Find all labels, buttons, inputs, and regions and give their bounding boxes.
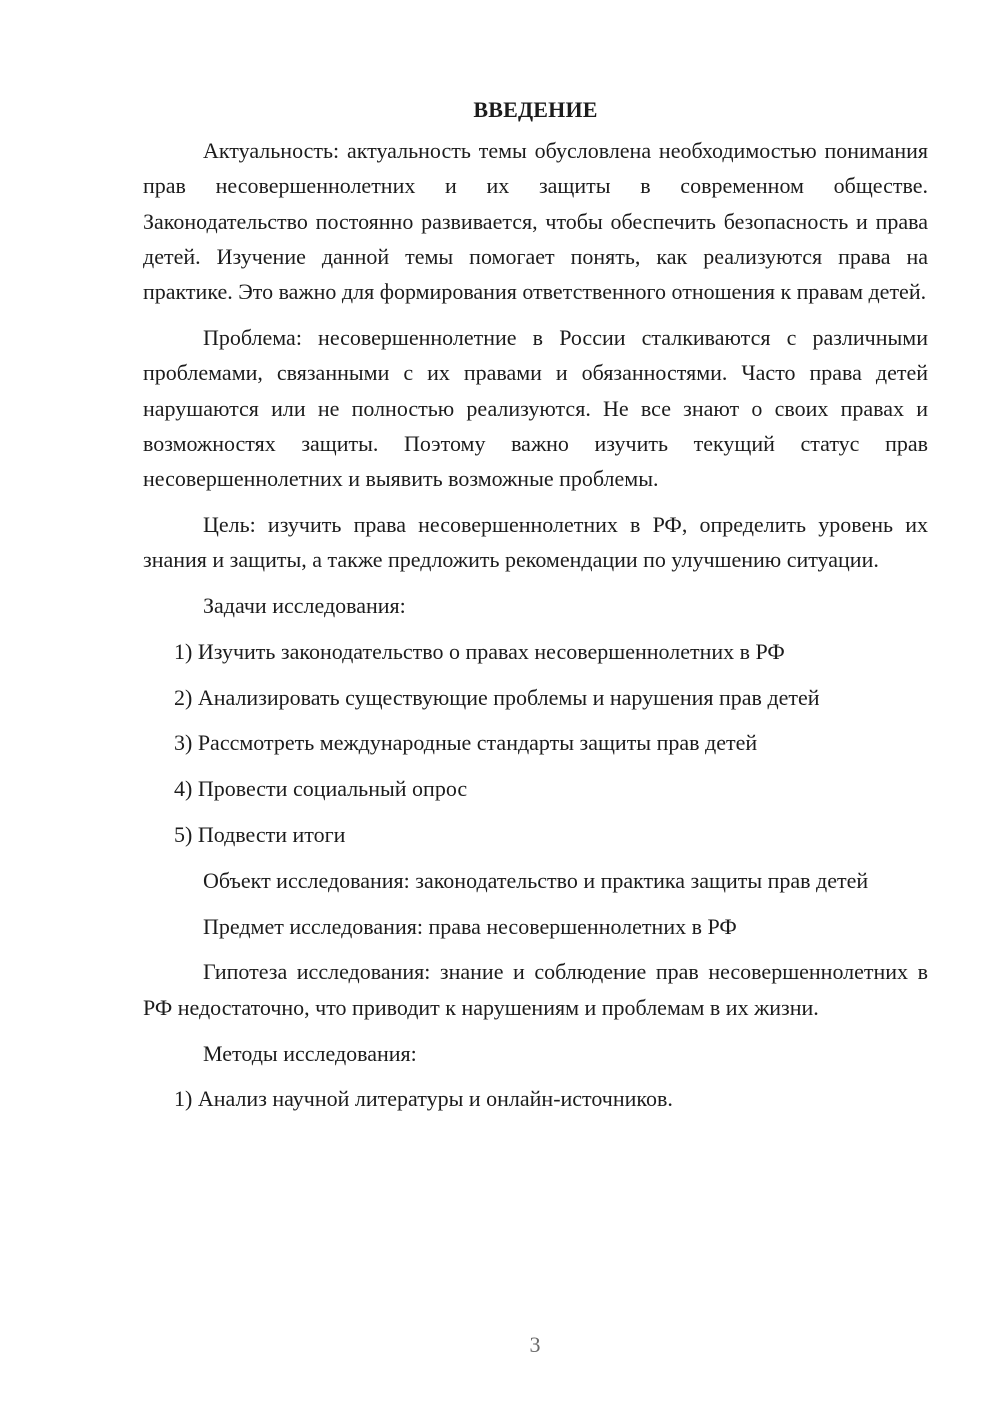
relevance-paragraph: Актуальность: актуальность темы обусловлена необходимостью понимания прав несовершеннолетних и их защиты в современном обществе. Законодательство постоянно развивается, чтобы обеспечить безопасность и права детей. Изучение данной темы помогает понять, как реализуются права на практике. Это важно для формирования ответственного отношения к правам детей. [143, 138, 928, 305]
list-item: 5) Подвести итоги [174, 822, 346, 848]
goal-paragraph: Цель: изучить права несовершеннолетних в РФ, определить уровень их знания и защиты, а также предложить рекомендации по улучшению ситуации. [143, 511, 928, 573]
methods-list [143, 1081, 928, 1116]
tasks-list [143, 634, 928, 852]
subject-paragraph: Предмет исследования: права несовершеннолетних в РФ [203, 913, 737, 939]
list-item: 2) Анализировать существующие проблемы и нарушения прав детей [174, 684, 820, 710]
tasks-heading: Задачи исследования: [203, 593, 406, 619]
object-paragraph: Объект исследования: законодательство и практика защиты прав детей [203, 867, 869, 893]
page-number: 3 [529, 1332, 541, 1357]
list-item: 4) Провести социальный опрос [174, 776, 468, 802]
methods-heading: Методы исследования: [203, 1040, 417, 1066]
page-title: ВВЕДЕНИЕ [473, 97, 598, 122]
hypothesis-paragraph: Гипотеза исследования: знание и соблюдение прав несовершеннолетних в РФ недостаточно, что приводит к нарушениям и проблемам в их жизни. [143, 959, 928, 1020]
list-item: 3) Рассмотреть международные стандарты защиты прав детей [174, 730, 758, 756]
list-item: 1) Анализ научной литературы и онлайн-источников. [174, 1086, 673, 1112]
document-page [143, 92, 928, 1127]
problem-paragraph: Проблема: несовершеннолетние в России сталкиваются с различными проблемами, связанными с их правами и обязанностями. Часто права детей нарушаются или не полностью реализуются. Не все знают о своих правах и возможностях защиты. Поэтому важно изучить текущий статус прав несовершеннолетних и выявить возможные проблемы. [143, 324, 928, 492]
list-item: 1) Изучить законодательство о правах несовершеннолетних в РФ [174, 638, 785, 664]
